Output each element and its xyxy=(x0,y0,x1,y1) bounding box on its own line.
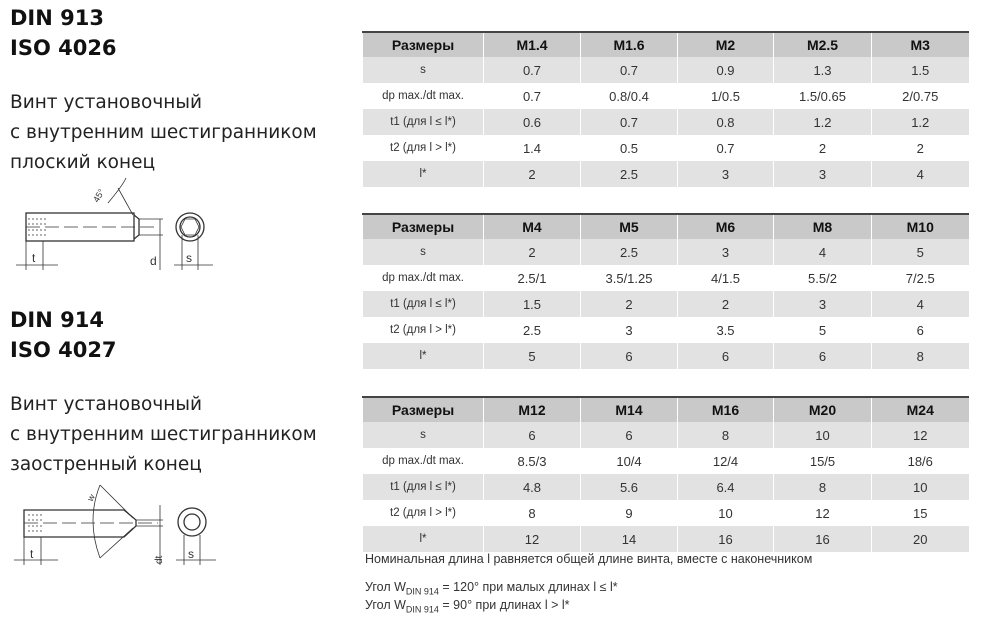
header-size: M10 xyxy=(872,214,969,239)
table-cell: 5.6 xyxy=(581,474,678,500)
table-cell: 14 xyxy=(581,526,678,552)
table-cell: 6 xyxy=(872,317,969,343)
table-cell: 0.8/0.4 xyxy=(581,83,678,109)
table-cell: 1.5 xyxy=(484,291,581,317)
table-cell: 12 xyxy=(484,526,581,552)
table-cell: 7/2.5 xyxy=(872,265,969,291)
table-cell: 5.5/2 xyxy=(774,265,872,291)
description-din914 xyxy=(10,390,317,480)
table-cell: 8 xyxy=(484,500,581,526)
table-cell: 16 xyxy=(774,526,872,552)
header-size: M14 xyxy=(581,397,678,422)
table-cell: 0.5 xyxy=(581,135,678,161)
table-header-row xyxy=(363,32,969,57)
table-cell: 1.4 xyxy=(484,135,581,161)
iso-label: ISO 4026 xyxy=(10,36,117,60)
table-cell: 1.2 xyxy=(872,109,969,135)
header-size: M24 xyxy=(872,397,969,422)
table-cell: 18/6 xyxy=(872,448,969,474)
table-row xyxy=(363,265,969,291)
table-cell: 9 xyxy=(581,500,678,526)
table-cell: 8 xyxy=(774,474,872,500)
header-sizes: Размеры xyxy=(363,397,484,422)
header-size: M6 xyxy=(678,214,774,239)
table-cell: 2 xyxy=(678,291,774,317)
table-cell: 10 xyxy=(678,500,774,526)
description-line: заостренный конец xyxy=(10,454,202,475)
size-table-m1.4-m3 xyxy=(362,31,969,187)
table-row xyxy=(363,500,969,526)
table-cell: 1.5 xyxy=(872,57,969,83)
table-cell: 2 xyxy=(872,135,969,161)
table-row xyxy=(363,135,969,161)
table-cell: 0.7 xyxy=(581,109,678,135)
table-cell: 6 xyxy=(774,343,872,369)
table-cell: 1/0.5 xyxy=(678,83,774,109)
dimension-s-label: s xyxy=(186,251,192,265)
table-cell: 20 xyxy=(872,526,969,552)
table-cell: 4.8 xyxy=(484,474,581,500)
angle-note-prefix: Угол W xyxy=(365,598,406,612)
iso-label: ISO 4027 xyxy=(10,338,117,362)
table-header-row xyxy=(363,397,969,422)
header-size: M16 xyxy=(678,397,774,422)
table-row xyxy=(363,161,969,187)
standard-title-din914 xyxy=(10,305,117,365)
angle-note-text: = 120° при малых длинах l ≤ l* xyxy=(438,580,618,594)
table-cell: 2/0.75 xyxy=(872,83,969,109)
header-size: M4 xyxy=(484,214,581,239)
angle-note-120 xyxy=(365,580,618,597)
row-label: dp max./dt max. xyxy=(363,448,484,474)
table-cell: 10/4 xyxy=(581,448,678,474)
table-row xyxy=(363,109,969,135)
table-cell: 10 xyxy=(872,474,969,500)
table-cell: 15/5 xyxy=(774,448,872,474)
row-label: l* xyxy=(363,343,484,369)
dimension-d-label: d xyxy=(150,254,157,268)
dimension-t-label: t xyxy=(32,251,36,265)
table-cell: 2 xyxy=(774,135,872,161)
table-cell: 12 xyxy=(774,500,872,526)
table-cell: 6 xyxy=(581,343,678,369)
row-label: l* xyxy=(363,526,484,552)
table-cell: 0.7 xyxy=(581,57,678,83)
table-cell: 0.7 xyxy=(678,135,774,161)
header-size: M20 xyxy=(774,397,872,422)
table-row xyxy=(363,474,969,500)
table-cell: 10 xyxy=(774,422,872,448)
description-line: Винт установочный xyxy=(10,92,202,113)
angle-note-subscript: DIN 914 xyxy=(405,604,439,615)
dimension-s-label: s xyxy=(188,547,194,561)
row-label: s xyxy=(363,422,484,448)
header-size: M3 xyxy=(872,32,969,57)
row-label: dp max./dt max. xyxy=(363,83,484,109)
table-cell: 3 xyxy=(774,161,872,187)
table-cell: 3 xyxy=(774,291,872,317)
row-label: dp max./dt max. xyxy=(363,265,484,291)
angle-note-prefix: Угол W xyxy=(365,580,406,594)
table-cell: 2.5/1 xyxy=(484,265,581,291)
header-size: M1.4 xyxy=(484,32,581,57)
table-cell: 2.5 xyxy=(581,161,678,187)
table-cell: 15 xyxy=(872,500,969,526)
table-cell: 2 xyxy=(581,291,678,317)
description-line: Винт установочный xyxy=(10,394,202,415)
nominal-length-note: Номинальная длина l равняется общей длине винта, вместе с наконечником xyxy=(365,552,813,566)
table-cell: 6 xyxy=(581,422,678,448)
table-row xyxy=(363,422,969,448)
standard-title-din913 xyxy=(10,3,117,63)
table-cell: 1.2 xyxy=(774,109,872,135)
size-table-m12-m24 xyxy=(362,396,969,552)
table-header-row xyxy=(363,214,969,239)
table-cell: 2.5 xyxy=(484,317,581,343)
table-cell: 12/4 xyxy=(678,448,774,474)
row-label: t2 (для l > l*) xyxy=(363,500,484,526)
row-label: t1 (для l ≤ l*) xyxy=(363,474,484,500)
table-row xyxy=(363,83,969,109)
description-line: с внутренним шестигранником xyxy=(10,424,317,445)
table-cell: 3 xyxy=(581,317,678,343)
table-cell: 0.9 xyxy=(678,57,774,83)
table-row xyxy=(363,239,969,265)
table-row xyxy=(363,448,969,474)
row-label: t1 (для l ≤ l*) xyxy=(363,291,484,317)
table-cell: 5 xyxy=(774,317,872,343)
table-cell: 2.5 xyxy=(581,239,678,265)
flat-point-screw-drawing xyxy=(8,175,228,275)
header-size: M8 xyxy=(774,214,872,239)
row-label: l* xyxy=(363,161,484,187)
table-cell: 0.6 xyxy=(484,109,581,135)
table-cell: 4 xyxy=(872,161,969,187)
table-cell: 8 xyxy=(678,422,774,448)
table-row xyxy=(363,291,969,317)
angle-note-subscript: DIN 914 xyxy=(405,586,439,597)
angle-note-text: = 90° при длинах l > l* xyxy=(438,598,570,612)
description-line: с внутренним шестигранником xyxy=(10,122,317,143)
table-cell: 3 xyxy=(678,161,774,187)
size-table-m4-m10 xyxy=(362,213,969,369)
header-size: M12 xyxy=(484,397,581,422)
header-sizes: Размеры xyxy=(363,32,484,57)
header-size: M1.6 xyxy=(581,32,678,57)
angle-note-90 xyxy=(365,598,570,615)
table-cell: 4 xyxy=(774,239,872,265)
row-label: t2 (для l > l*) xyxy=(363,317,484,343)
header-size: M5 xyxy=(581,214,678,239)
table-cell: 2 xyxy=(484,239,581,265)
table-cell: 3 xyxy=(678,239,774,265)
din-label: DIN 914 xyxy=(10,308,104,332)
table-cell: 16 xyxy=(678,526,774,552)
table-cell: 12 xyxy=(872,422,969,448)
table-cell: 3.5 xyxy=(678,317,774,343)
row-label: s xyxy=(363,239,484,265)
table-cell: 0.7 xyxy=(484,83,581,109)
header-size: M2.5 xyxy=(774,32,872,57)
table-cell: 0.8 xyxy=(678,109,774,135)
table-cell: 4 xyxy=(872,291,969,317)
table-cell: 1.3 xyxy=(774,57,872,83)
dimension-dt-label: dt xyxy=(154,555,165,564)
cone-point-screw-drawing xyxy=(8,480,228,580)
dimension-t-label: t xyxy=(30,547,34,561)
din-label: DIN 913 xyxy=(10,6,104,30)
table-cell: 6 xyxy=(678,343,774,369)
table-row xyxy=(363,317,969,343)
row-label: t2 (для l > l*) xyxy=(363,135,484,161)
angle-label: w xyxy=(85,492,97,503)
row-label: s xyxy=(363,57,484,83)
table-cell: 8 xyxy=(872,343,969,369)
row-label: t1 (для l ≤ l*) xyxy=(363,109,484,135)
table-cell: 3.5/1.25 xyxy=(581,265,678,291)
table-cell: 5 xyxy=(484,343,581,369)
description-line: плоский конец xyxy=(10,152,156,173)
table-cell: 5 xyxy=(872,239,969,265)
description-din913 xyxy=(10,88,317,178)
header-sizes: Размеры xyxy=(363,214,484,239)
table-cell: 1.5/0.65 xyxy=(774,83,872,109)
table-cell: 6.4 xyxy=(678,474,774,500)
table-cell: 8.5/3 xyxy=(484,448,581,474)
table-cell: 6 xyxy=(484,422,581,448)
table-row xyxy=(363,57,969,83)
table-row xyxy=(363,526,969,552)
table-row xyxy=(363,343,969,369)
table-cell: 4/1.5 xyxy=(678,265,774,291)
angle-label: 45° xyxy=(91,187,107,204)
table-cell: 2 xyxy=(484,161,581,187)
header-size: M2 xyxy=(678,32,774,57)
table-cell: 0.7 xyxy=(484,57,581,83)
